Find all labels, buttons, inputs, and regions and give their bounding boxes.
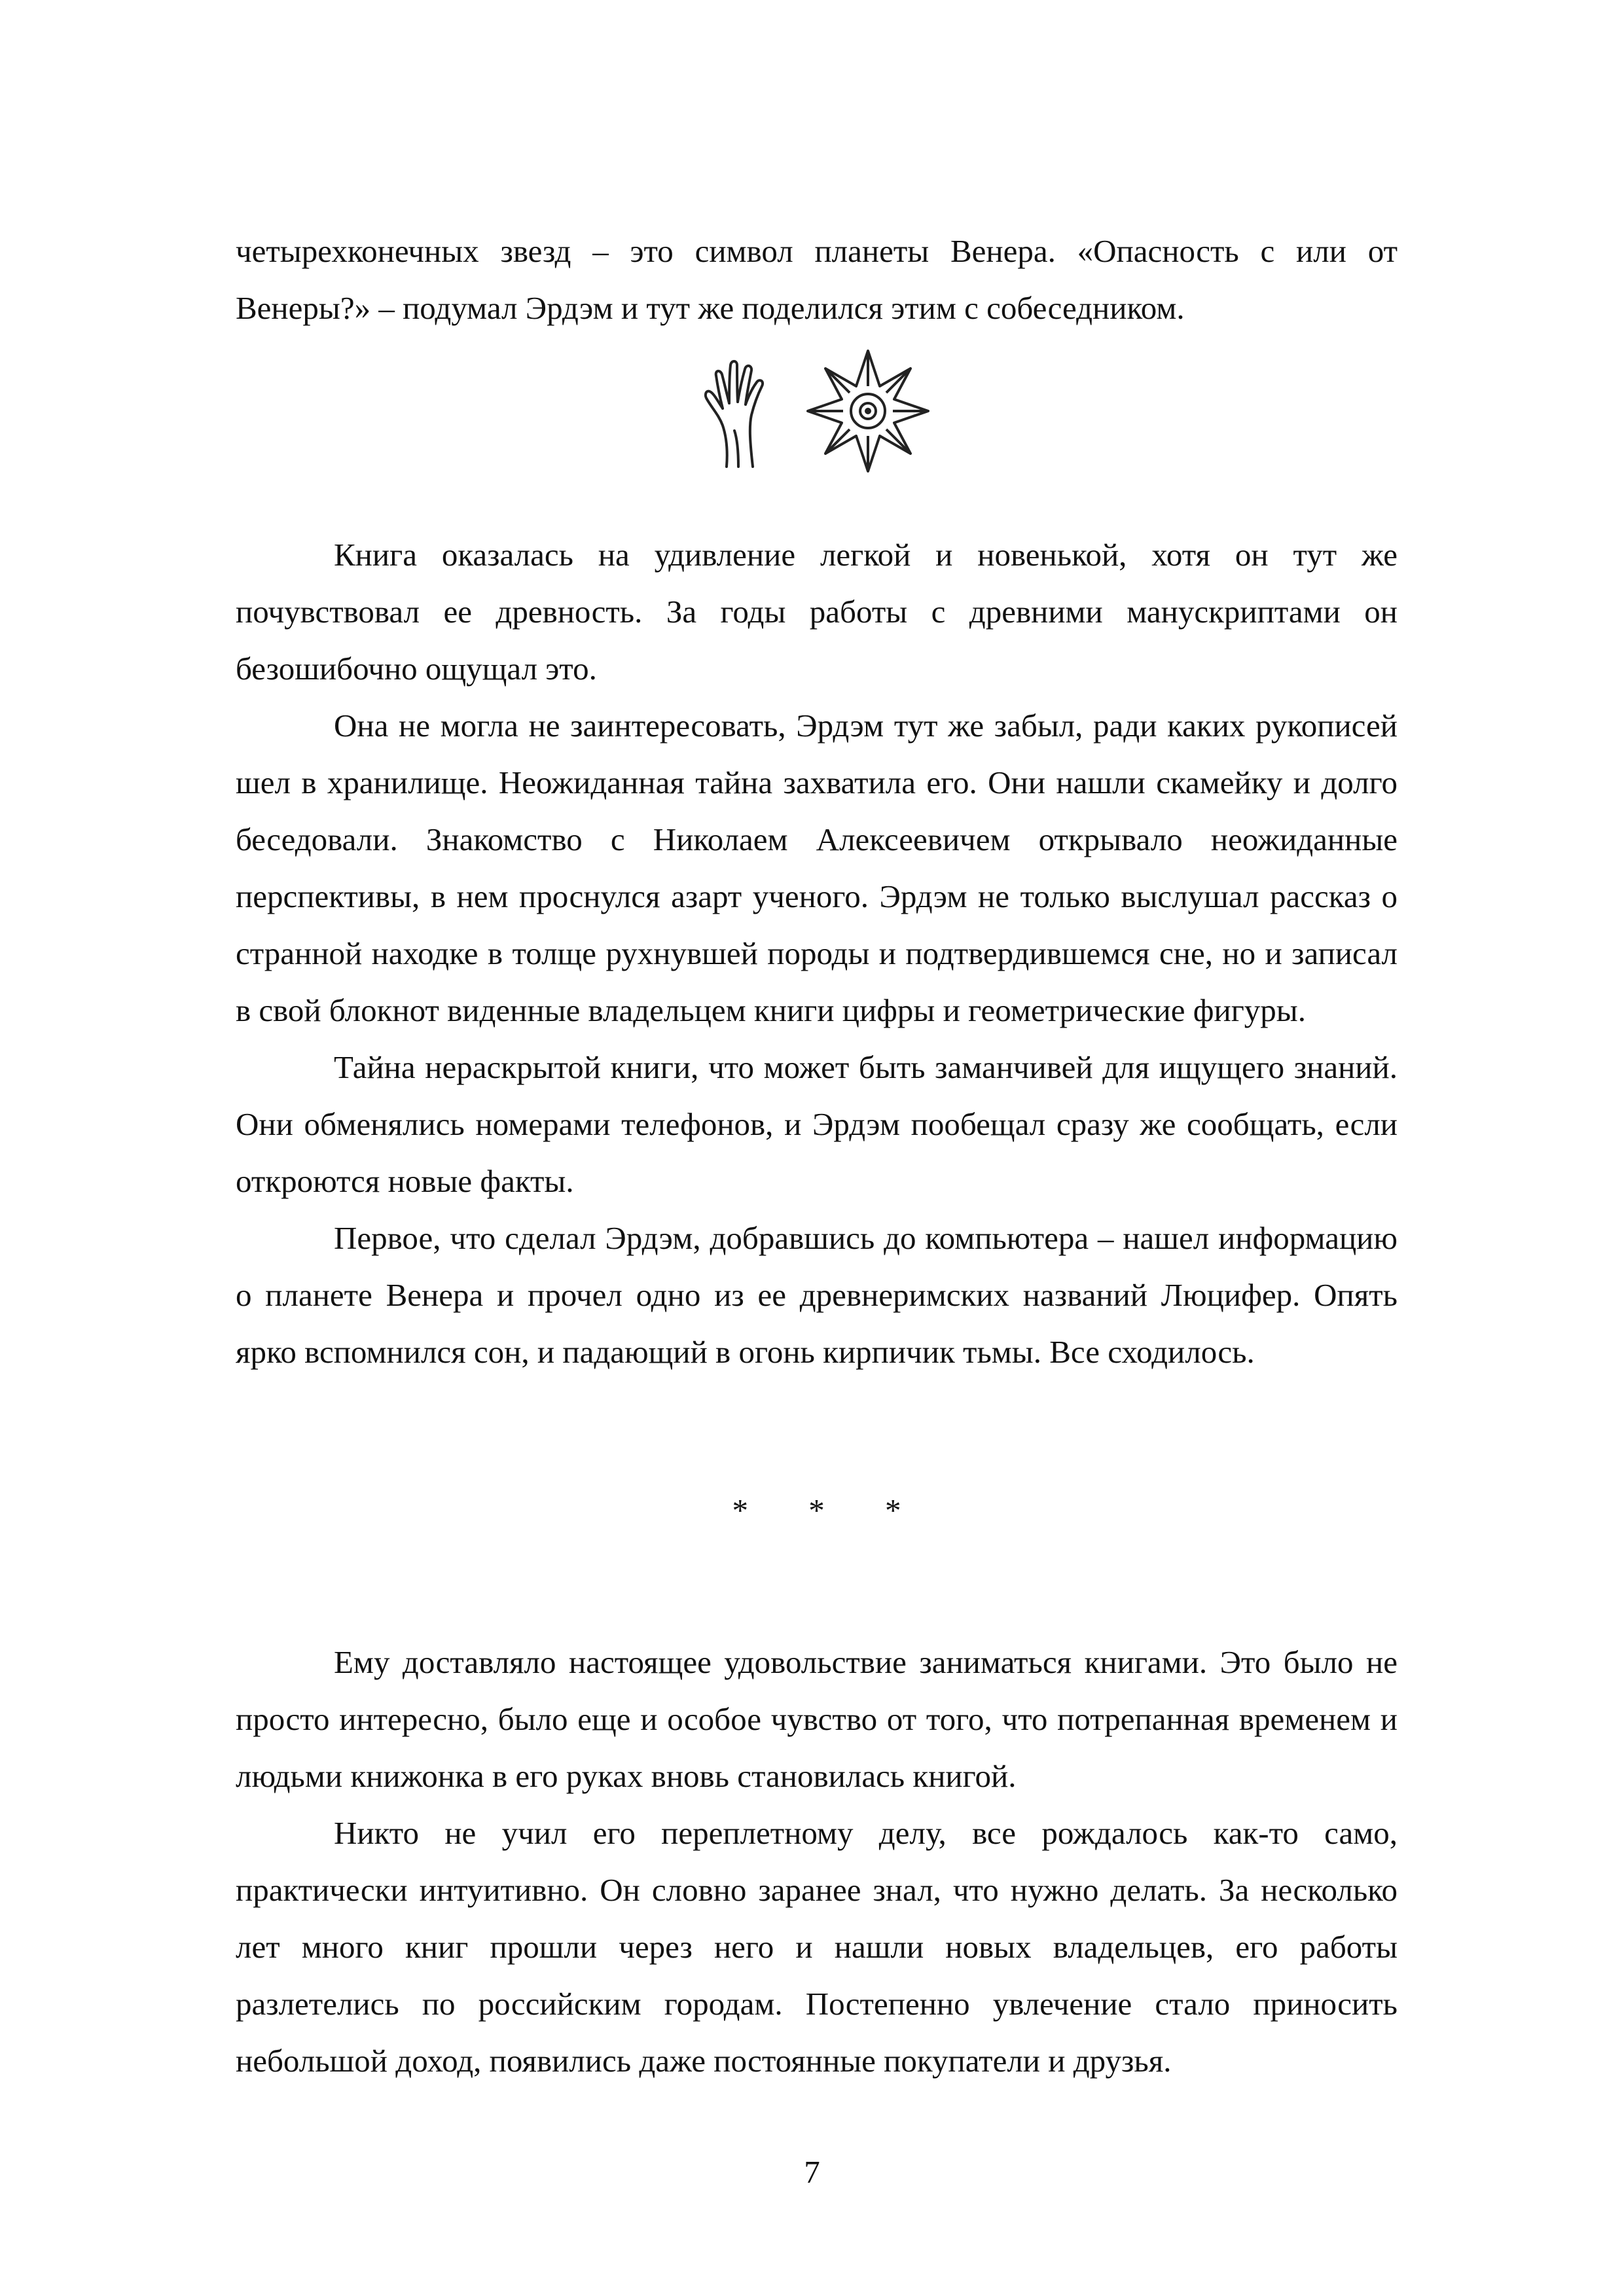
paragraph-bookbinding: Никто не учил его переплетному делу, все рождалось как-то само, практически интуитивно. Он словно заранее знал, что нужно делать. За несколько лет много книг прошли через него и нашли новых владельцев, его работы разлетелись по российским городам. Постепенно увлечение стало приносить небольшой доход, появились даже постоянные покупатели и друзья. [236, 1815, 1398, 2079]
paragraph-book-light: Книга оказалась на удивление легкой и новенькой, хотя он тут же почувствовал ее древность. За годы работы с древними манускриптами он безошибочно ощущал это. [236, 537, 1398, 687]
paragraph-conversation: Она не могла не заинтересовать, Эрдэм тут же забыл, ради каких рукописей шел в хранилище. Неожиданная тайна захватила его. Они нашли скамейку и долго беседовали. Знакомство с Николаем Алексеевичем открывало неожиданные перспективы, в нем проснулся азарт ученого. Эрдэм не только выслушал рассказ о странной находке в толще рухнувшей породы и подтвердившемся сне, но и записал в свой блокнот виденные владельцем книги цифры и геометрические фигуры. [236, 708, 1398, 1028]
star-icon [803, 346, 933, 476]
paragraph-venus-symbol: четырехконечных звезд – это символ планеты Венера. «Опасность с или от Венеры?» – подумал Эрдэм и тут же поделился этим с собеседником. [236, 233, 1398, 326]
page-number: 7 [804, 2154, 820, 2190]
paragraph-mystery: Тайна нераскрытой книги, что может быть заманчивей для ищущего знаний. Они обменялись номерами телефонов, и Эрдэм пообещал сразу же сообщать, если откроются новые факты. [236, 1049, 1398, 1199]
section-separator: * * * [732, 1492, 928, 1528]
paragraph-books-pleasure: Ему доставляло настоящее удовольствие заниматься книгами. Это было не просто интересно, было еще и особое чувство от того, что потрепанная временем и людьми книжонка в его руках вновь становилась книгой. [236, 1644, 1398, 1794]
symbols-figure [236, 346, 1398, 476]
page-body [236, 223, 1398, 2089]
hand-icon [700, 352, 785, 470]
paragraph-lucifer: Первое, что сделал Эрдэм, добравшись до компьютера – нашел информацию о планете Венера и прочел одно из ее древнеримских названий Люцифер. Опять ярко вспомнился сон, и падающий в огонь кирпичик тьмы. Все сходилось. [236, 1220, 1398, 1370]
